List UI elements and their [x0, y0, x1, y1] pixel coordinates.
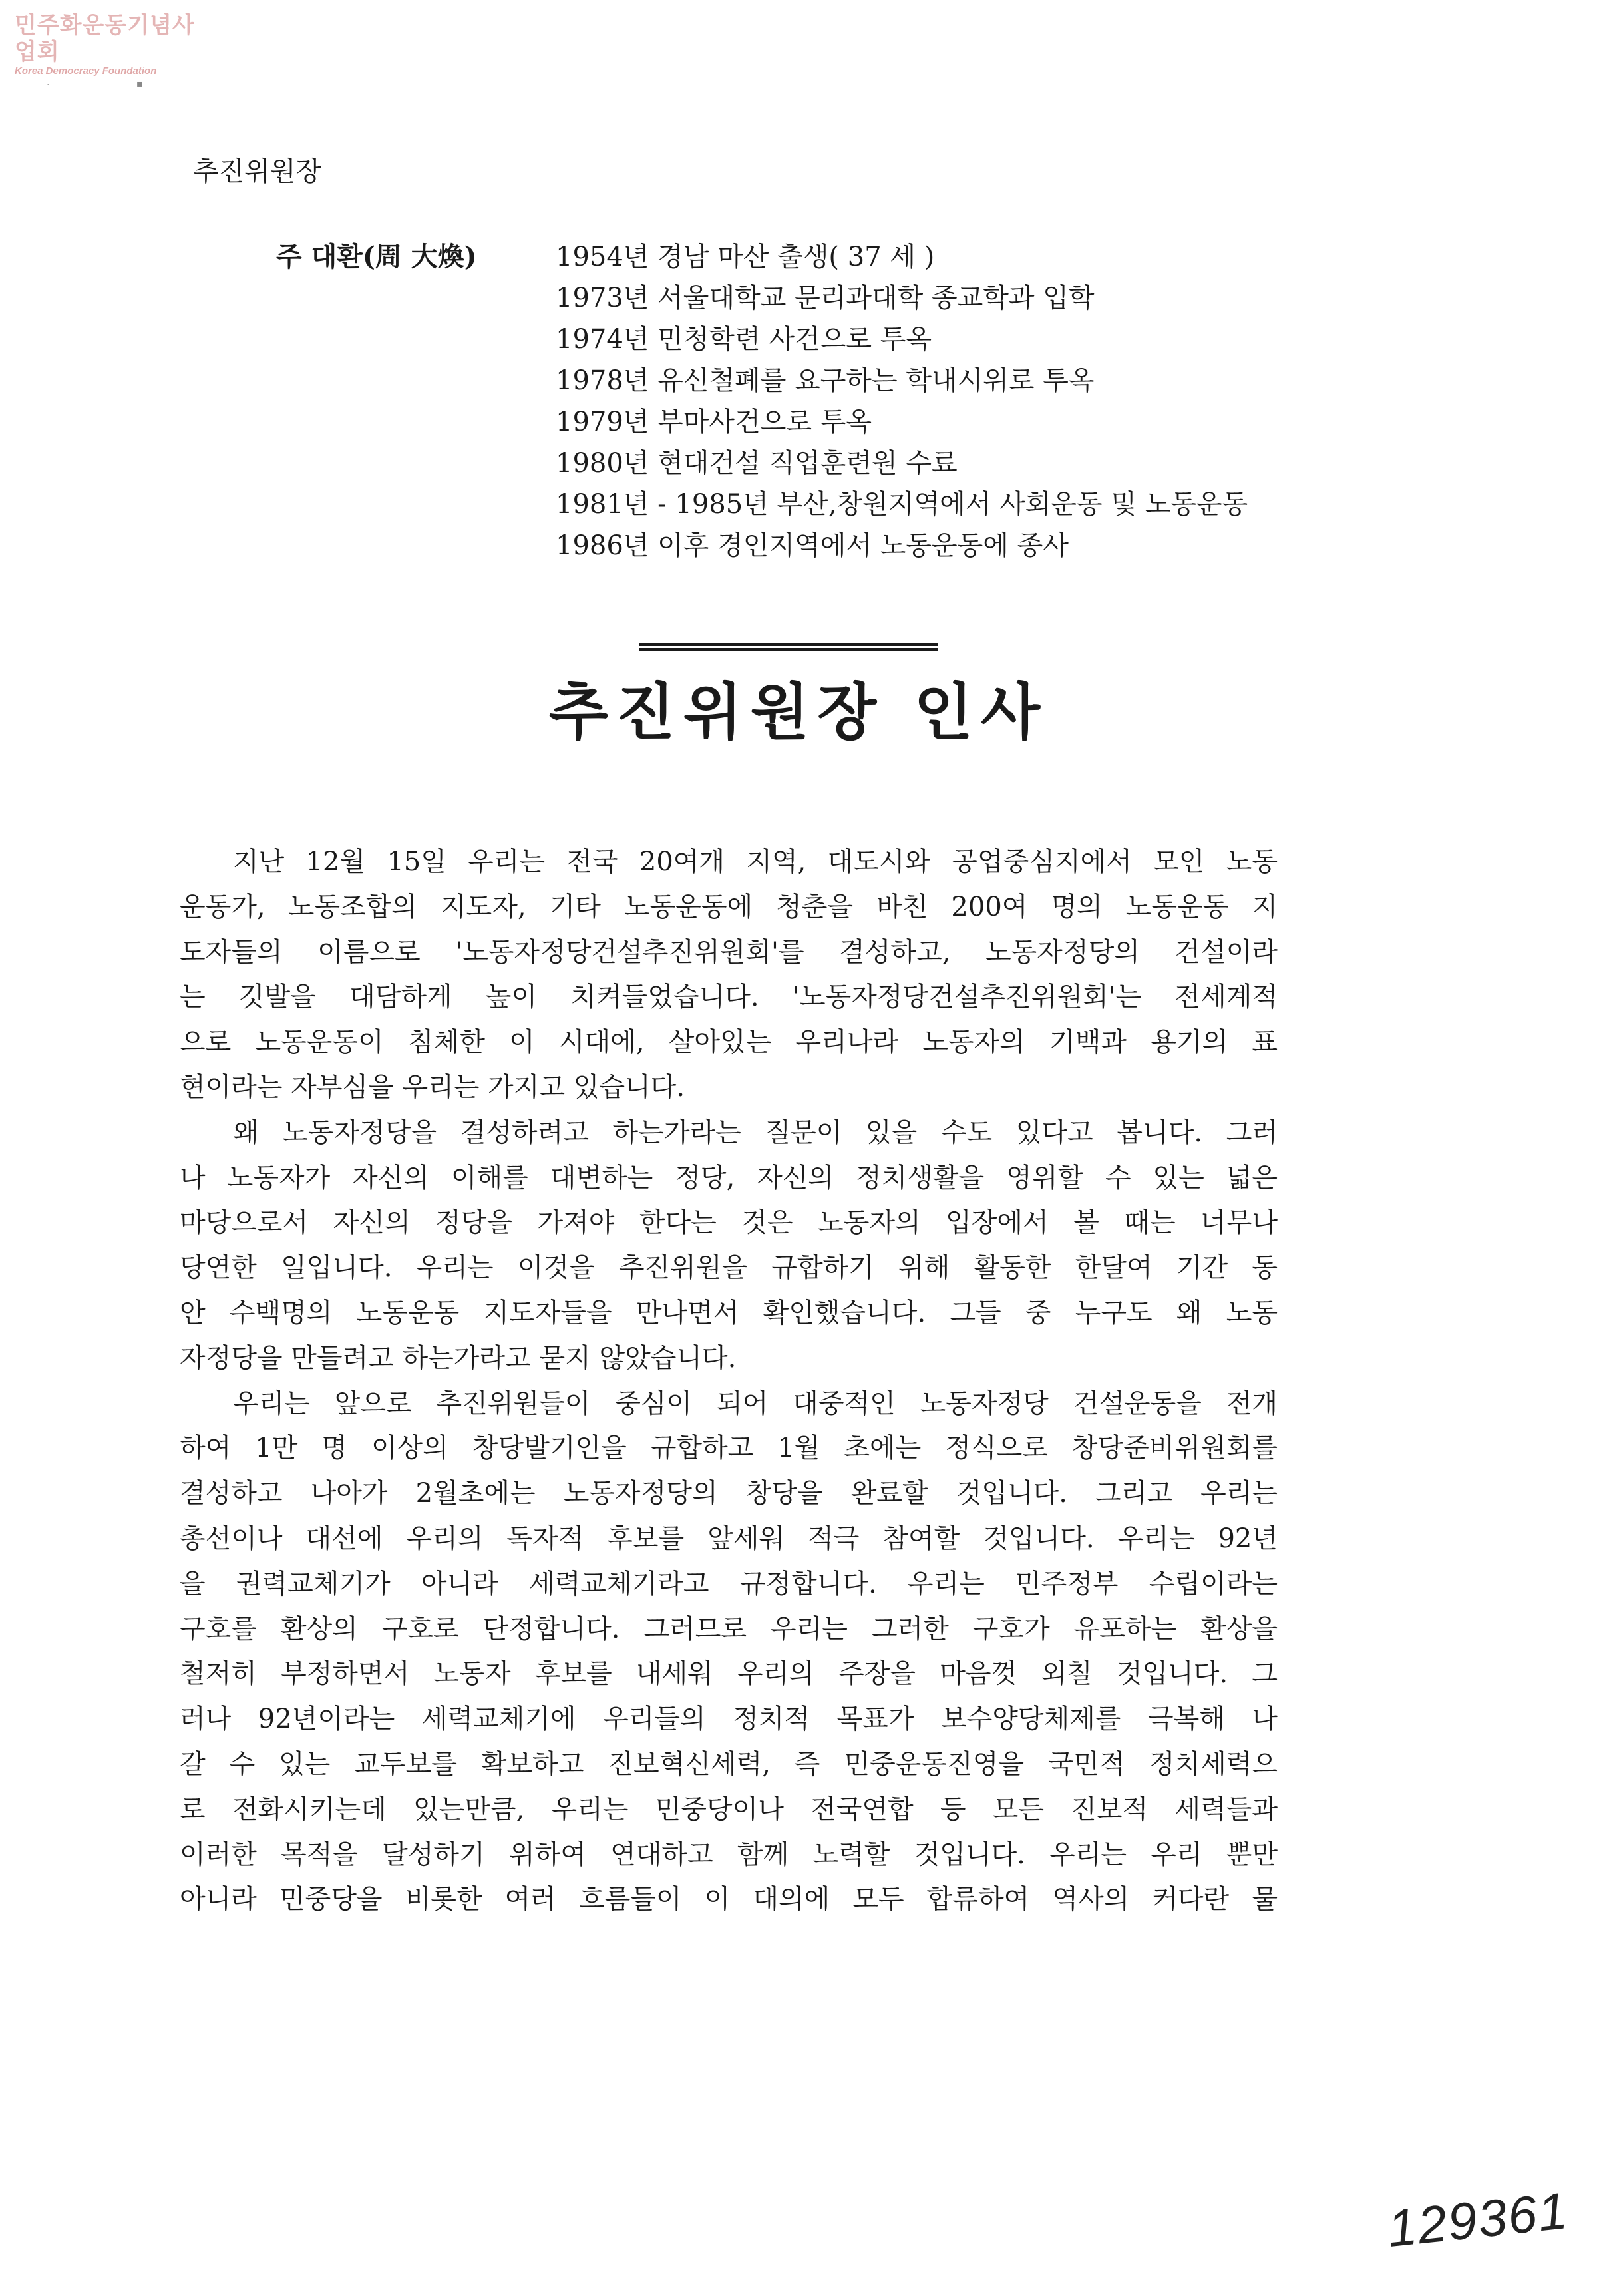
body-line: 왜 노동자정당을 결성하려고 하는가라는 질문이 있을 수도 있다고 봅니다. 그러	[233, 1117, 1278, 1148]
body-line: 는 깃발을 대담하게 높이 치켜들었습니다. '노동자정당건설추진위원회'는 전세계적	[180, 982, 1278, 1013]
body-line: 현이라는 자부심을 우리는 가지고 있습니다.	[180, 1071, 685, 1103]
body-line: 갈 수 있는 교두보를 확보하고 진보혁신세력, 즉 민중운동진영을 국민적 정치세력으	[180, 1748, 1278, 1780]
body-line: 이러한 목적을 달성하기 위하여 연대하고 함께 노력할 것입니다. 우리는 우리 뿐만	[180, 1839, 1278, 1870]
bio-entry: 1974년 민청학련 사건으로 투옥	[556, 324, 932, 355]
body-text	[180, 840, 1278, 1923]
foundation-watermark	[15, 12, 214, 77]
body-line: 아니라 민중당을 비롯한 여러 흐름들이 이 대의에 모두 합류하여 역사의 커다란 물	[180, 1884, 1278, 1915]
body-line: 을 권력교체기가 아니라 세력교체기라고 규정합니다. 우리는 민주정부 수립이라는	[180, 1568, 1278, 1599]
body-line: 총선이나 대선에 우리의 독자적 후보를 앞세워 적극 참여할 것입니다. 우리는 92년	[180, 1523, 1278, 1554]
watermark-korean: 민주화운동기념사업회	[15, 12, 195, 65]
body-line: 운동가, 노동조합의 지도자, 기타 노동운동에 청춘을 바친 200여 명의 노동운동 지	[180, 891, 1278, 922]
body-line: 러나 92년이라는 세력교체기에 우리들의 정치적 목표가 보수양당체제를 극복해 나	[180, 1704, 1278, 1735]
body-line: 도자들의 이름으로 '노동자정당건설추진위원회'를 결성하고, 노동자정당의 건설이라	[180, 936, 1278, 968]
body-line: 마당으로서 자신의 정당을 가져야 한다는 것은 노동자의 입장에서 볼 때는 너무나	[180, 1207, 1278, 1239]
bio-entry: 1980년 현대건설 직업훈련원 수료	[556, 448, 958, 478]
body-line: 로 전화시키는데 있는만큼, 우리는 민중당이나 전국연합 등 모든 진보적 세력들과	[180, 1794, 1278, 1825]
bio-entry: 1979년 부마사건으로 투옥	[556, 407, 872, 437]
body-line: 안 수백명의 노동운동 지도자들을 만나면서 확인했습니다. 그들 중 누구도 왜 노동	[180, 1297, 1278, 1328]
scan-speck: ·	[47, 80, 50, 91]
section-label: 추진위원장	[193, 156, 322, 187]
bio-entry: 1978년 유신철폐를 요구하는 학내시위로 투옥	[556, 365, 1095, 396]
scan-speck: ▪	[136, 79, 143, 89]
body-line: 당연한 일입니다. 우리는 이것을 추진위원을 규합하기 위해 활동한 한달여 기간 동	[180, 1252, 1278, 1284]
body-line: 우리는 앞으로 추진위원들이 중심이 되어 대중적인 노동자정당 건설운동을 전개	[233, 1388, 1278, 1419]
bio-entry: 1973년 서울대학교 문리과대학 종교학과 입학	[556, 283, 1095, 313]
body-line: 철저히 부정하면서 노동자 후보를 내세워 우리의 주장을 마음껏 외칠 것입니다. 그	[180, 1658, 1278, 1690]
body-line: 자정당을 만들려고 하는가라고 묻지 않았습니다.	[180, 1342, 737, 1374]
body-line: 으로 노동운동이 침체한 이 시대에, 살아있는 우리나라 노동자의 기백과 용기의 표	[180, 1027, 1278, 1058]
archive-number: 129361	[1385, 2181, 1572, 2258]
body-line: 나 노동자가 자신의 이해를 대변하는 정당, 자신의 정치생활을 영위할 수 있는 넓은	[180, 1162, 1278, 1193]
bio-list	[556, 236, 1248, 566]
bio-entry: 1986년 이후 경인지역에서 노동운동에 종사	[556, 530, 1069, 561]
title-double-rule	[639, 643, 938, 651]
page-title: 추진위원장 인사	[548, 676, 1049, 748]
body-line: 구호를 환상의 구호로 단정합니다. 그러므로 우리는 그러한 구호가 유포하는 환상을	[180, 1613, 1278, 1644]
bio-entry: 1954년 경남 마산 출생( 37 세 )	[556, 242, 935, 272]
body-line: 결성하고 나아가 2월초에는 노동자정당의 창당을 완료할 것입니다. 그리고 우리는	[180, 1478, 1278, 1509]
bio-name: 주 대환(周 大煥)	[276, 241, 477, 272]
body-line: 지난 12월 15일 우리는 전국 20여개 지역, 대도시와 공업중심지에서 모인 노동	[233, 847, 1278, 877]
bio-entry: 1981년 - 1985년 부산,창원지역에서 사회운동 및 노동운동	[556, 489, 1248, 520]
body-line: 하여 1만 명 이상의 창당발기인을 규합하고 1월 초에는 정식으로 창당준비위원회를	[180, 1433, 1278, 1464]
watermark-english: Korea Democracy Foundation	[15, 65, 157, 77]
